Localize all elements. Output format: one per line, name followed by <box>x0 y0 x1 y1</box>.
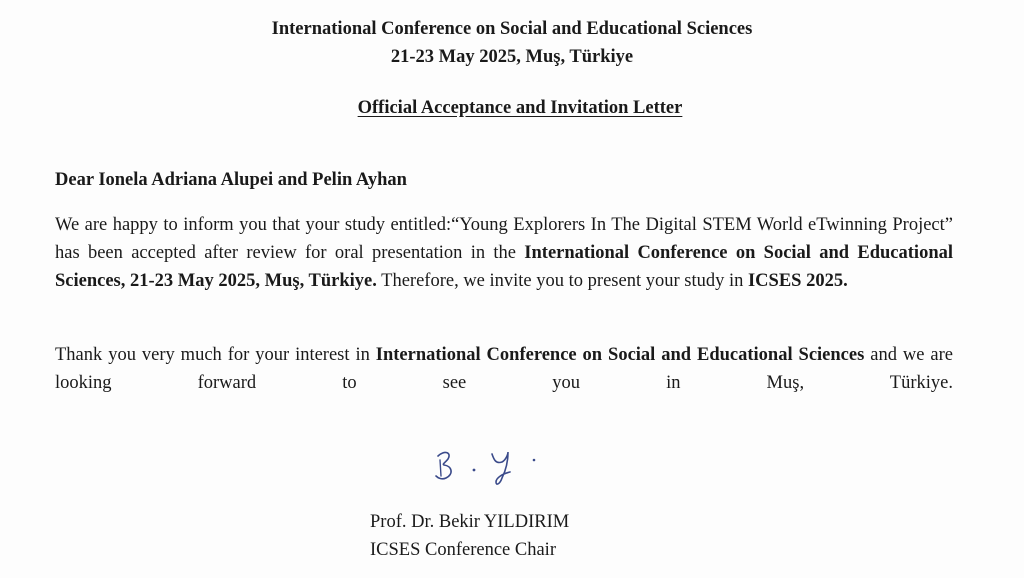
acceptance-paragraph <box>55 211 953 295</box>
letter-header <box>0 15 1024 71</box>
paragraph2-text-2: and we are looking forward to see you in Muş, Türkiye. <box>55 345 953 393</box>
signer-block <box>370 508 569 564</box>
conference-title: International Conference on Social and Educational Sciences <box>271 19 753 39</box>
paragraph1-bold-1: International Conference on Social and Educational Sciences, 21-23 May 2025, Muş, Türkiye. <box>55 243 953 291</box>
paragraph1-text-1: We are happy to inform you that your study entitled:“Young Explorers In The Digital STEM World eTwinning Project” has been accepted after review for oral presentation in the <box>55 215 953 263</box>
salutation: Dear Ionela Adriana Alupei and Pelin Ayhan <box>55 170 407 190</box>
signer-name: Prof. Dr. Bekir YILDIRIM <box>370 512 570 532</box>
thanks-paragraph <box>55 341 953 397</box>
handwritten-signature <box>430 440 550 490</box>
letter-subject: Official Acceptance and Invitation Letter <box>357 98 683 118</box>
paragraph1-bold-2: ICSES 2025. <box>747 271 848 291</box>
signer-role: ICSES Conference Chair <box>370 540 556 560</box>
conference-dates-place: 21-23 May 2025, Muş, Türkiye <box>390 47 634 67</box>
paragraph2-text-1: Thank you very much for your interest in <box>55 345 376 365</box>
paragraph2-bold-1: International Conference on Social and Educational Sciences <box>375 345 865 365</box>
paragraph1-text-2: Therefore, we invite you to present your study in <box>376 271 748 291</box>
